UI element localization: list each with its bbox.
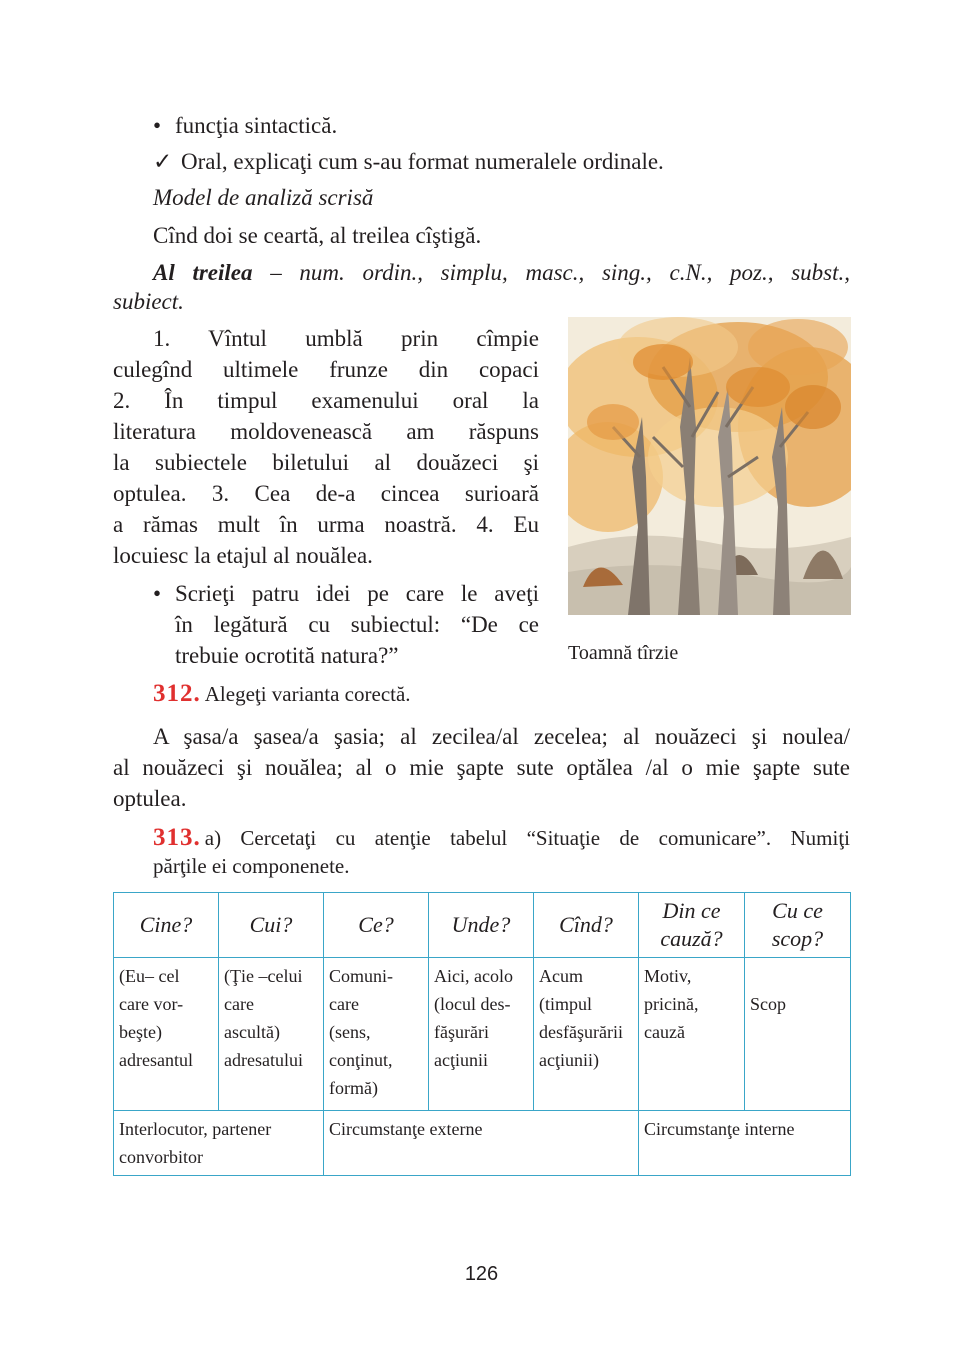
analysis-line-2: subiect.	[113, 289, 184, 314]
exercise-line: 2. În timpul examenului oral la	[113, 388, 539, 413]
exercise-line: a rămas mult în urma noastră. 4. Eu	[113, 512, 539, 537]
table-cell: Scop	[745, 958, 851, 1111]
header-cell-to-whom: Cui?	[219, 893, 324, 958]
model-sentence: Cînd doi se ceartă, al treilea cîştigă.	[153, 223, 482, 248]
image-caption: Toamnă tîrzie	[568, 642, 679, 664]
header-cell-what: Ce?	[324, 893, 429, 958]
table-cell: Aici, acolo (locul des- făşurări acţiunii	[429, 958, 534, 1111]
exercise-line: literatura moldovenească am răspuns	[113, 419, 539, 444]
model-title: Model de analiză scrisă	[153, 185, 374, 210]
checkmark-icon: ✓	[153, 149, 173, 174]
header-cell-who: Cine?	[114, 893, 219, 958]
header-cell-why: Din ce cauză?	[639, 893, 745, 958]
exercise-313-number: 313.	[153, 824, 201, 851]
header-cell-when: Cînd?	[534, 893, 639, 958]
exercise-line: la subiectele biletului al douăzeci şi	[113, 450, 539, 475]
table-footer-row	[114, 1111, 851, 1176]
page-number: 126	[464, 1263, 499, 1285]
table-cell: Comuni- care (sens, conţinut, formă)	[324, 958, 429, 1111]
task-bullet-icon: •	[153, 581, 162, 606]
task-bullet-line: în legătură cu subiectul: “De ce	[175, 612, 539, 637]
footer-cell-external: Circumstanţe externe	[324, 1111, 639, 1176]
autumn-trees-painting	[568, 317, 851, 615]
footer-cell-interlocutor: Interlocutor, partener convorbitor	[114, 1111, 324, 1176]
exercise-313-instruction: a) Cercetaţi cu atenţie tabelul “Situaţie de comunicare”. Numiţi	[204, 826, 850, 850]
exercise-313-instruction-line-2: părţile ei componenete.	[153, 854, 350, 878]
exercise-313-heading	[153, 822, 850, 854]
analysis-term: Al treilea	[153, 260, 253, 285]
exercise-line: locuiesc la etajul al nouălea.	[113, 543, 373, 568]
autumn-trees-icon	[568, 317, 851, 615]
exercise-312-line: al nouăzeci şi nouălea; al o mie şapte sute optălea /al o mie şapte sute	[113, 755, 850, 780]
exercise-line: 1. Vîntul umblă prin cîmpie	[153, 326, 539, 351]
exercise-312-instruction: Alegeţi varianta corectă.	[204, 682, 411, 706]
exercise-line: culegînd ultimele frunze din copaci	[113, 357, 539, 382]
header-cell-purpose: Cu ce scop?	[745, 893, 851, 958]
exercise-312-line: A şasa/a şasea/a şasia; al zecilea/al zecelea; al nouăzeci şi noulea/	[153, 724, 850, 749]
check-oral-task	[153, 146, 664, 177]
bullet-icon: •	[153, 113, 162, 138]
exercise-312-line: optulea.	[113, 786, 187, 811]
exercise-line: optulea. 3. Cea de-a cincea surioară	[113, 481, 539, 506]
task-bullet-line: Scrieţi patru idei pe care le aveţi	[175, 581, 539, 606]
check-text: Oral, explicaţi cum s-au format numeralele ordinale.	[181, 149, 664, 174]
table-row	[114, 958, 851, 1111]
task-bullet-line: trebuie ocrotită natura?”	[175, 643, 399, 668]
table-cell: Acum (timpul desfăşurării acţiunii)	[534, 958, 639, 1111]
table-cell: Motiv, pricină, cauză	[639, 958, 745, 1111]
communication-situation-table	[113, 892, 851, 1176]
table-cell: (Eu– cel care vor- beşte) adresantul	[114, 958, 219, 1111]
analysis-line-1	[153, 257, 850, 288]
bullet-syntactic-function	[153, 110, 337, 141]
exercise-312-number: 312.	[153, 680, 201, 707]
header-cell-where: Unde?	[429, 893, 534, 958]
exercise-312-heading	[153, 678, 411, 710]
bullet-text: funcţia sintactică.	[175, 113, 338, 138]
footer-cell-internal: Circumstanţe interne	[639, 1111, 851, 1176]
table-header-row	[114, 893, 851, 958]
analysis-description: – num. ordin., simplu, masc., sing., c.N., poz., subst.,	[252, 260, 850, 285]
table-cell: (Ţie –celui care ascultă) adresatului	[219, 958, 324, 1111]
